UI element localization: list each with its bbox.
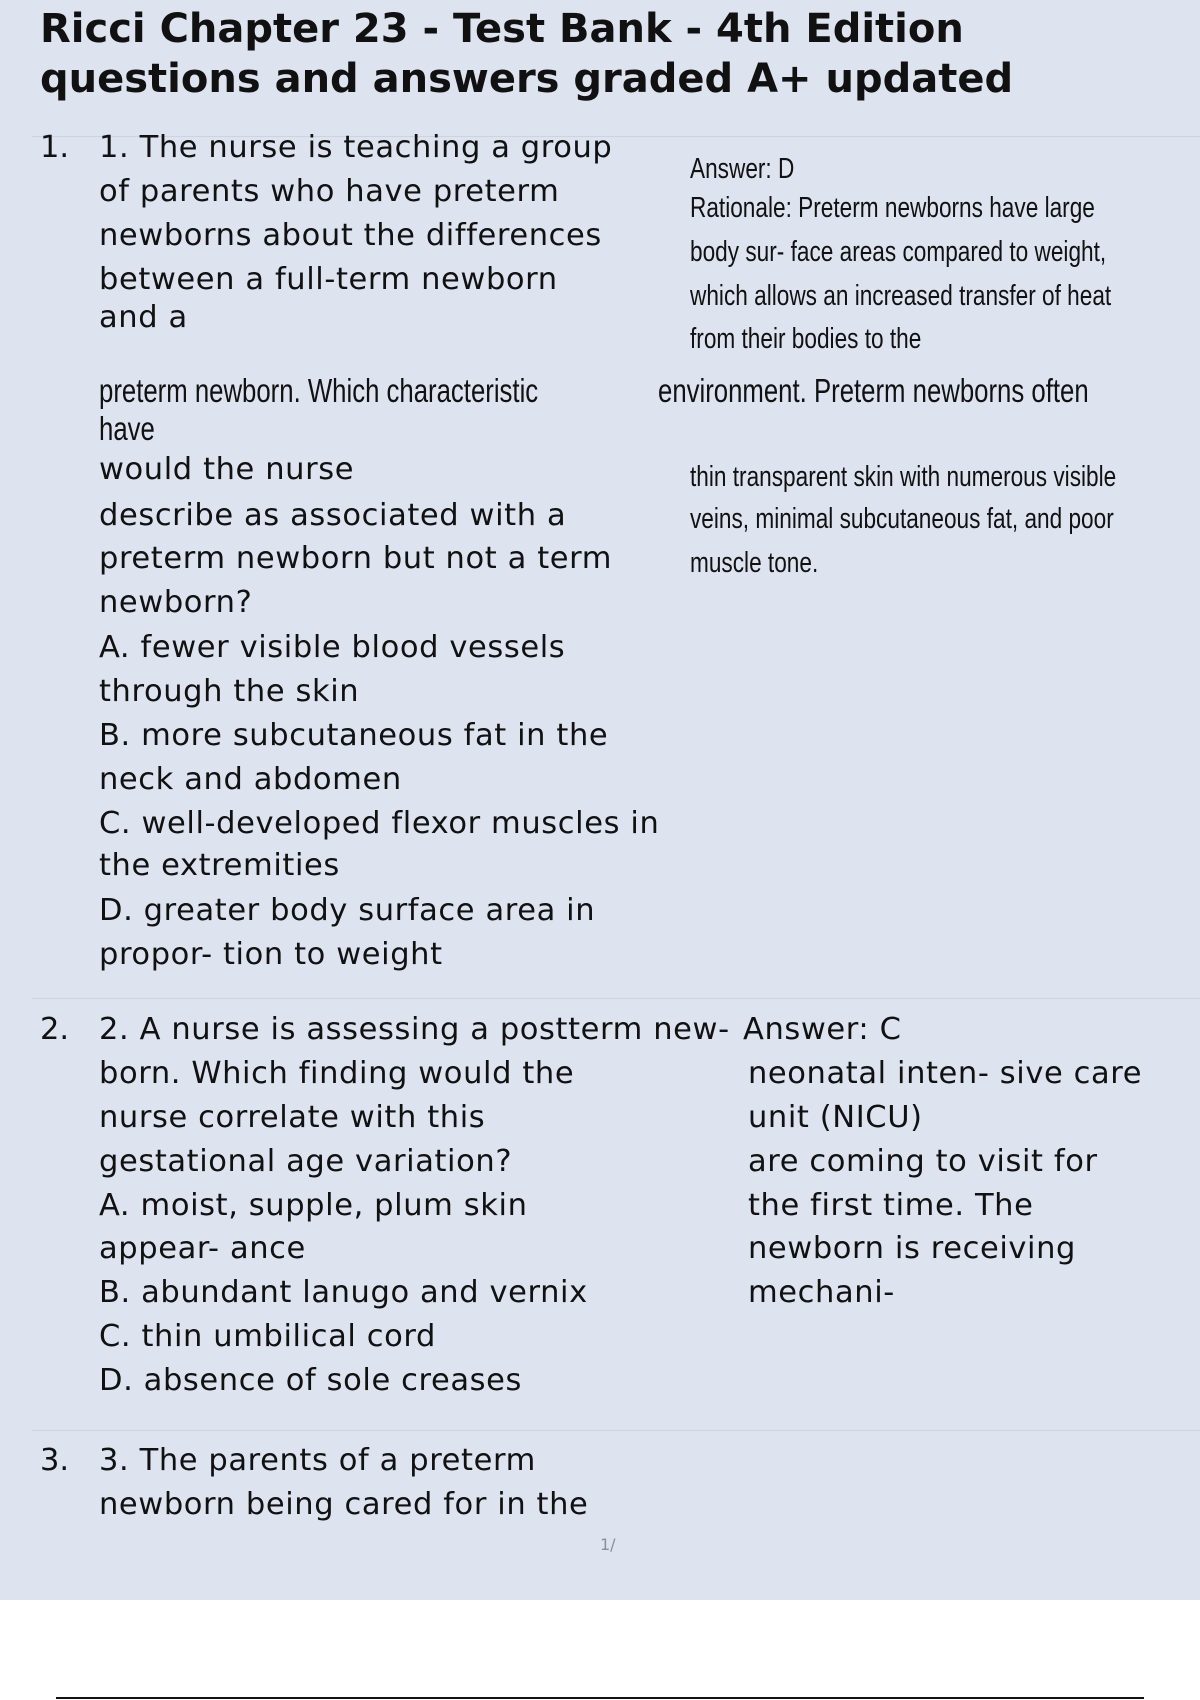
option-a-continued: appear- ance [99,1231,306,1266]
option-a: A. moist, supple, plum skin [99,1188,528,1223]
rationale-line: Rationale: Preterm newborns have large [690,192,1095,224]
answer-line: the first time. The [748,1188,1034,1223]
title-line: questions and answers graded A+ updated [40,56,1014,102]
page-number: 1/ [600,1535,616,1554]
option-b: B. more subcutaneous fat in the [99,718,609,753]
question-line: preterm newborn. Which characteristic [99,372,539,409]
question-line: between a full-term newborn [99,262,558,297]
answer-line: unit (NICU) [748,1100,923,1135]
question-line: gestational age variation? [99,1144,513,1179]
question-line: newborn? [99,585,253,620]
question-number: 2. [40,1012,70,1047]
question-line: newborn being cared for in the [99,1487,589,1522]
divider [32,998,1200,999]
option-d: D. absence of sole creases [99,1363,522,1398]
question-line: would the nurse [99,452,355,487]
option-b-continued: neck and abdomen [99,762,402,797]
option-d-continued: propor- tion to weight [99,937,443,972]
question-line: and a [99,300,188,335]
answer-line: neonatal inten- sive care [748,1056,1143,1091]
question-line: of parents who have preterm [99,174,560,209]
question-line: describe as associated with a [99,498,567,533]
question-line: preterm newborn but not a term [99,541,613,576]
rationale-line: muscle tone. [690,547,819,579]
divider [32,1430,1200,1431]
option-d: D. greater body surface area in [99,893,596,928]
page-edge-rule [56,1697,1144,1699]
question-line: newborns about the differences [99,218,602,253]
option-c: C. thin umbilical cord [99,1319,436,1354]
option-c: C. well-developed flexor muscles in [99,806,660,841]
rationale-line: body sur- face areas compared to weight, [690,236,1107,268]
question-line: 3. The parents of a preterm [99,1443,536,1478]
rationale-line: veins, minimal subcutaneous fat, and poor [690,503,1114,535]
question-line: 1. The nurse is teaching a group [99,130,613,165]
answer-label: Answer: C [743,1012,902,1047]
rationale-line: thin transparent skin with numerous visible [690,461,1117,493]
question-line: 2. A nurse is assessing a postterm new- [99,1012,730,1047]
answer-line: mechani- [748,1275,895,1310]
question-line: born. Which finding would the [99,1056,575,1091]
rationale-line: which allows an increased transfer of heat [690,280,1112,312]
title-line: Ricci Chapter 23 - Test Bank - 4th Edition [40,6,964,52]
question-line: have [99,410,155,447]
question-line: nurse correlate with this [99,1100,486,1135]
option-a-continued: through the skin [99,674,360,709]
rationale-line: environment. Preterm newborns often [658,372,1089,409]
option-b: B. abundant lanugo and vernix [99,1275,588,1310]
option-c-continued: the extremities [99,848,340,883]
answer-line: newborn is receiving [748,1231,1077,1266]
question-number: 1. [40,130,70,165]
option-a: A. fewer visible blood vessels [99,630,566,665]
document-title [40,4,1140,104]
answer-line: are coming to visit for [748,1144,1098,1179]
rationale-line: from their bodies to the [690,323,922,355]
answer-label: Answer: D [690,153,795,185]
question-number: 3. [40,1443,70,1478]
